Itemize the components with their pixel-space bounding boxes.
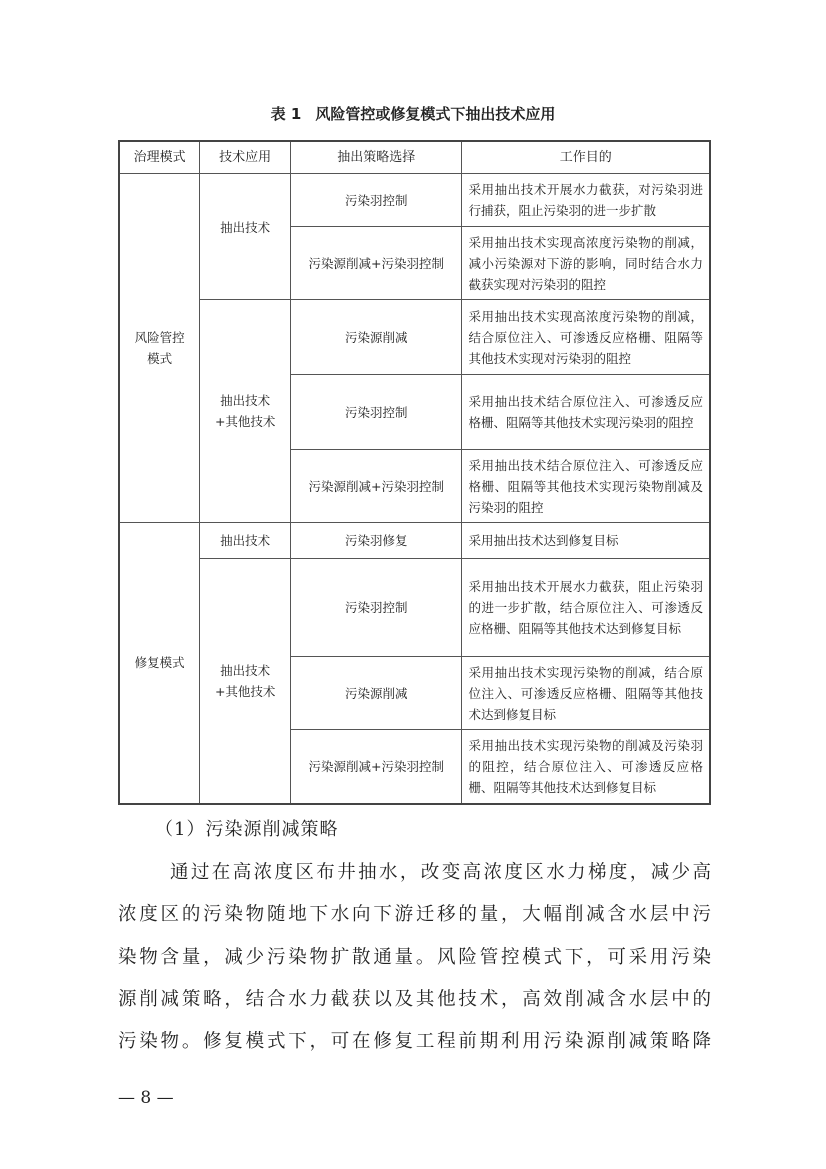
strategy-cell: 污染羽控制 xyxy=(291,375,462,450)
body-paragraph xyxy=(118,852,711,1063)
purpose-cell: 采用抽出技术开展水力截获，阻止污染羽的进一步扩散，结合原位注入、可渗透反应格栅、阻隔等其他技术达到修复目标 xyxy=(462,559,710,657)
header-purpose: 工作目的 xyxy=(462,141,710,174)
purpose-cell: 采用抽出技术实现污染物的削减及污染羽的阻控，结合原位注入、可渗透反应格栅、阻隔等其他技术达到修复目标 xyxy=(462,730,710,804)
strategy-cell: 污染羽控制 xyxy=(291,174,462,227)
strategy-cell: 污染羽修复 xyxy=(291,523,462,559)
mode-cell: 风险管控模式 xyxy=(119,174,200,523)
table-row xyxy=(119,174,710,227)
page-number: — 8 — xyxy=(118,1088,174,1108)
table-row xyxy=(119,559,710,657)
mode-cell: 修复模式 xyxy=(119,523,200,804)
header-mode: 治理模式 xyxy=(119,141,200,174)
strategy-cell: 污染源削减 xyxy=(291,300,462,375)
purpose-cell: 采用抽出技术结合原位注入、可渗透反应格栅、阻隔等其他技术实现污染物削减及污染羽的阻控 xyxy=(462,450,710,523)
paragraph-line: 浓度区的污染物随地下水向下游迁移的量，大幅削减含水层中污 xyxy=(118,904,711,926)
table-caption xyxy=(0,103,826,124)
tech-cell: 抽出技术 xyxy=(200,523,291,559)
paragraph-line: 染物含量，减少污染物扩散通量。风险管控模式下，可采用污染 xyxy=(118,946,711,968)
paragraph-line: 通过在高浓度区布井抽水，改变高浓度区水力梯度，减少高 xyxy=(170,862,711,883)
purpose-cell: 采用抽出技术开展水力截获，对污染羽进行捕获，阻止污染羽的进一步扩散 xyxy=(462,174,710,227)
strategy-cell: 污染源削减+污染羽控制 xyxy=(291,450,462,523)
paragraph-line: 污染物。修复模式下，可在修复工程前期利用污染源削减策略降 xyxy=(118,1031,711,1053)
header-strategy: 抽出策略选择 xyxy=(291,141,462,174)
header-tech: 技术应用 xyxy=(200,141,291,174)
table-header-row xyxy=(119,141,710,174)
purpose-cell: 采用抽出技术实现高浓度污染物的削减，结合原位注入、可渗透反应格栅、阻隔等其他技术实现对污染羽的阻控 xyxy=(462,300,710,375)
purpose-cell: 采用抽出技术结合原位注入、可渗透反应格栅、阻隔等其他技术实现污染羽的阻控 xyxy=(462,375,710,450)
table-row xyxy=(119,523,710,559)
strategy-cell: 污染源削减+污染羽控制 xyxy=(291,227,462,300)
table-number: 表 1 xyxy=(270,105,302,123)
strategy-cell: 污染源削减 xyxy=(291,657,462,730)
paragraph-line: 源削减策略，结合水力截获以及其他技术，高效削减含水层中的 xyxy=(118,988,711,1010)
table-title: 风险管控或修复模式下抽出技术应用 xyxy=(315,105,556,123)
table-row xyxy=(119,300,710,375)
purpose-cell: 采用抽出技术实现污染物的削减，结合原位注入、可渗透反应格栅、阻隔等其他技术达到修复目标 xyxy=(462,657,710,730)
section-heading: （1）污染源削减策略 xyxy=(155,819,339,840)
strategy-cell: 污染源削减+污染羽控制 xyxy=(291,730,462,804)
purpose-cell: 采用抽出技术达到修复目标 xyxy=(462,523,710,559)
pump-technology-table xyxy=(118,140,711,805)
tech-cell: 抽出技术 xyxy=(200,174,291,300)
strategy-cell: 污染羽控制 xyxy=(291,559,462,657)
tech-cell: 抽出技术+其他技术 xyxy=(200,300,291,523)
purpose-cell: 采用抽出技术实现高浓度污染物的削减，减小污染源对下游的影响，同时结合水力截获实现对污染羽的阻控 xyxy=(462,227,710,300)
tech-cell: 抽出技术+其他技术 xyxy=(200,559,291,804)
